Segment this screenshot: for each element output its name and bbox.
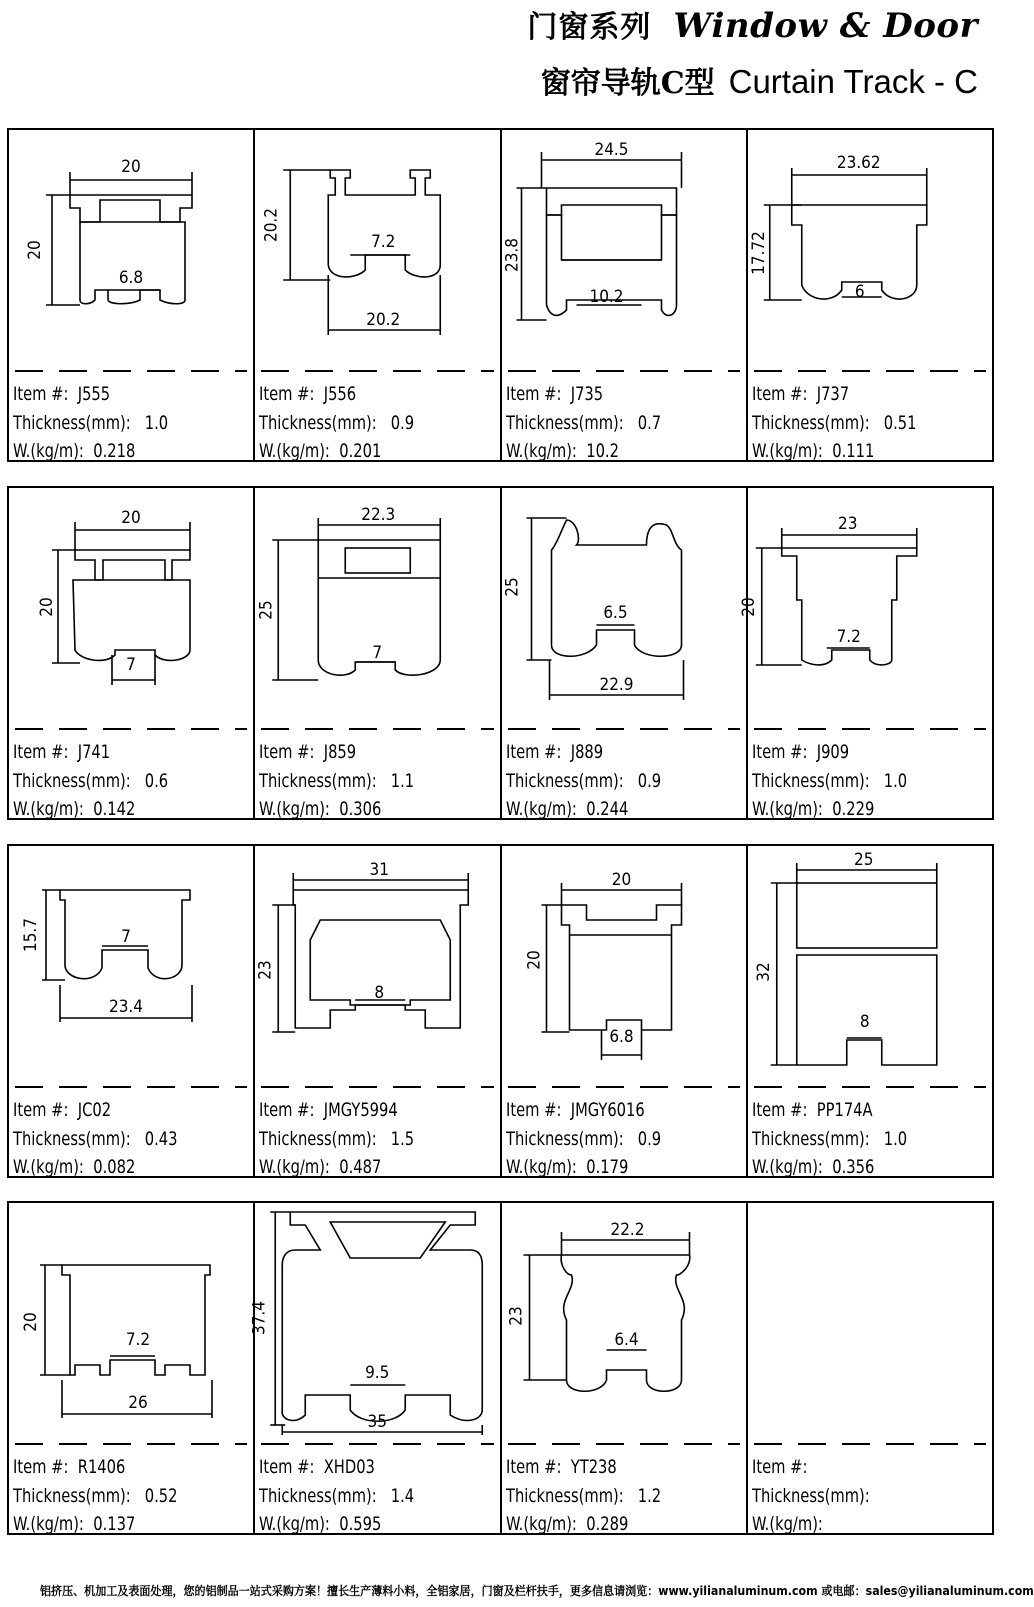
dimension-label: 20 [21, 1312, 41, 1332]
product-title-cn: 窗帘导轨C型 [540, 66, 715, 101]
separator-line [15, 370, 247, 372]
product-card [253, 130, 499, 460]
profile-drawing [748, 846, 994, 1086]
thickness-value: 0.9 [637, 1127, 661, 1150]
weight-row [13, 1153, 177, 1182]
separator-line [261, 728, 493, 730]
item-label: Item #: [505, 383, 561, 405]
profile-shape [523, 1232, 689, 1391]
dimension-label: 23.4 [108, 997, 144, 1017]
thickness-label: Thickness(mm): [259, 411, 377, 434]
thickness-label: Thickness(mm): [751, 411, 870, 434]
product-title-en: Curtain Track - C [728, 63, 978, 100]
separator-line [508, 370, 740, 372]
product-card [746, 1203, 992, 1533]
item-row [259, 738, 414, 767]
weight-label: W.(kg/m): [259, 798, 331, 820]
catalog-row [7, 128, 994, 462]
thickness-row [506, 1125, 661, 1154]
dimension-label: 20.2 [261, 207, 282, 243]
thickness-row [13, 409, 168, 438]
product-info [13, 738, 168, 824]
weight-label: W.(kg/m): [13, 798, 84, 820]
profile-shape [273, 518, 441, 680]
separator-line [754, 1443, 986, 1445]
item-number: YT238 [570, 1456, 617, 1478]
weight-value: 0.082 [93, 1156, 136, 1178]
product-card [746, 846, 992, 1176]
item-label: Item #: [505, 1456, 561, 1478]
product-title [541, 58, 978, 102]
thickness-row [752, 1125, 907, 1154]
dimension-label: 17.72 [748, 231, 769, 275]
dimension-label: 6 [854, 282, 865, 302]
item-label: Item #: [751, 741, 808, 763]
thickness-label: Thickness(mm): [259, 1127, 377, 1150]
item-number: XHD03 [323, 1456, 376, 1478]
dimension-label: 23 [506, 1306, 526, 1326]
dimension-label: 20 [524, 950, 544, 970]
profile-shape [284, 170, 441, 335]
item-label: Item #: [13, 1099, 69, 1121]
item-row [506, 1096, 661, 1125]
product-card [9, 846, 253, 1176]
dimension-label: 23 [837, 514, 858, 534]
profile-drawing [249, 1203, 501, 1443]
dimension-label: 9.5 [365, 1363, 390, 1383]
dimension-label: 6.8 [608, 1027, 634, 1047]
profile-drawing [502, 488, 748, 728]
separator-line [754, 370, 986, 372]
thickness-label: Thickness(mm): [259, 1484, 377, 1507]
weight-label: W.(kg/m): [259, 1513, 331, 1535]
weight-value: 0.595 [339, 1513, 382, 1535]
thickness-value: 1.1 [391, 769, 415, 792]
item-row [752, 1453, 884, 1482]
item-number: R1406 [77, 1456, 126, 1478]
profile-drawing [255, 488, 501, 728]
product-info [506, 380, 661, 466]
item-label: Item #: [13, 741, 69, 763]
dimension-label: 6.5 [602, 603, 628, 623]
thickness-value: 1.0 [883, 1127, 907, 1150]
dimension-label: 25 [853, 850, 874, 870]
thickness-value: 1.4 [391, 1484, 415, 1507]
item-number: JC02 [77, 1099, 112, 1121]
thickness-value: 1.2 [637, 1484, 661, 1507]
weight-label: W.(kg/m): [751, 440, 823, 462]
dimension-label: 7.2 [371, 232, 396, 252]
thickness-row [506, 767, 661, 796]
separator-line [15, 1443, 247, 1445]
item-number: JMGY5994 [323, 1099, 398, 1121]
separator-line [508, 1086, 740, 1088]
product-card [746, 130, 992, 460]
product-info [752, 380, 916, 466]
item-label: Item #: [505, 741, 561, 763]
item-number: J737 [816, 383, 849, 405]
weight-row [259, 1510, 414, 1539]
weight-row [259, 437, 414, 466]
dimension-label: 25 [502, 577, 522, 597]
weight-value: 0.244 [585, 798, 628, 820]
thickness-label: Thickness(mm): [751, 1127, 870, 1150]
weight-label: W.(kg/m): [751, 798, 823, 820]
product-card [500, 130, 746, 460]
weight-value: 0.218 [93, 440, 136, 462]
item-row [506, 738, 661, 767]
thickness-label: Thickness(mm): [259, 769, 377, 792]
thickness-label: Thickness(mm): [751, 1484, 870, 1507]
product-info [752, 738, 907, 824]
separator-line [261, 370, 493, 372]
thickness-value: 0.7 [637, 411, 661, 434]
item-label: Item #: [13, 383, 69, 405]
profile-drawing [748, 1203, 994, 1443]
item-label: Item #: [751, 383, 808, 405]
item-row [752, 738, 907, 767]
weight-value: 0.137 [93, 1513, 136, 1535]
weight-label: W.(kg/m): [751, 1513, 823, 1535]
profile-drawing [502, 846, 748, 1086]
series-title-cn: 门窗系列 [527, 10, 652, 45]
dimension-label: 20 [37, 597, 57, 617]
product-card [500, 846, 746, 1176]
separator-line [508, 1443, 740, 1445]
weight-label: W.(kg/m): [13, 1156, 84, 1178]
weight-value: 0.229 [831, 798, 875, 820]
item-number: J735 [570, 383, 603, 405]
item-number: J555 [77, 383, 111, 405]
weight-row [506, 1153, 661, 1182]
dimension-label: 37.4 [249, 1300, 270, 1336]
product-info [506, 738, 661, 824]
dimension-label: 20 [611, 870, 631, 890]
item-label: Item #: [259, 383, 315, 405]
separator-line [15, 1086, 247, 1088]
dimension-label: 20 [121, 157, 141, 177]
item-label: Item #: [13, 1456, 69, 1478]
catalog-row [7, 486, 994, 820]
profile-drawing [502, 1203, 748, 1443]
weight-value: 0.179 [585, 1156, 628, 1178]
thickness-row [506, 409, 661, 438]
item-row [13, 738, 168, 767]
item-number: J741 [77, 741, 111, 763]
dimension-label: 22.9 [598, 675, 634, 695]
item-number: J556 [323, 383, 357, 405]
item-label: Item #: [751, 1456, 808, 1478]
dimension-label: 6.4 [613, 1330, 639, 1350]
weight-row [752, 437, 916, 466]
profile-drawing [738, 488, 994, 728]
thickness-value: 0.9 [637, 769, 661, 792]
item-row [259, 380, 414, 409]
item-row [752, 380, 916, 409]
profile-drawing [9, 846, 255, 1086]
thickness-row [13, 1125, 177, 1154]
weight-value: 0.356 [831, 1156, 875, 1178]
dimension-label: 22.2 [609, 1220, 645, 1240]
thickness-value: 0.51 [883, 411, 917, 434]
item-number: J889 [570, 741, 603, 763]
weight-value: 0.289 [585, 1513, 628, 1535]
weight-row [506, 437, 661, 466]
thickness-row [259, 1482, 414, 1511]
catalog-row [7, 844, 994, 1178]
product-info [259, 738, 414, 824]
separator-line [261, 1443, 493, 1445]
dimension-label: 24.5 [593, 140, 629, 160]
thickness-value: 1.0 [883, 769, 907, 792]
thickness-label: Thickness(mm): [505, 1127, 624, 1150]
thickness-row [752, 409, 916, 438]
profile-drawing [9, 488, 255, 728]
dimension-label: 15.7 [21, 917, 41, 953]
item-row [752, 1096, 907, 1125]
dimension-label: 20.2 [366, 310, 401, 330]
dimension-label: 35 [367, 1412, 388, 1432]
thickness-row [752, 1482, 884, 1511]
item-row [506, 380, 661, 409]
product-info [13, 380, 168, 466]
weight-row [13, 795, 168, 824]
separator-line [508, 728, 740, 730]
profile-drawing [9, 1203, 255, 1443]
thickness-label: Thickness(mm): [505, 1484, 624, 1507]
dimension-label: 23 [255, 960, 276, 980]
thickness-label: Thickness(mm): [13, 769, 131, 792]
profile-drawing [255, 130, 501, 370]
weight-label: W.(kg/m): [505, 1156, 577, 1178]
separator-line [15, 728, 247, 730]
dimension-label: 32 [753, 962, 774, 982]
dimension-label: 7 [126, 655, 136, 675]
product-card [253, 846, 499, 1176]
item-number: PP174A [816, 1099, 873, 1121]
dimension-label: 8 [374, 983, 385, 1003]
dimension-label: 10.2 [588, 287, 624, 307]
weight-label: W.(kg/m): [13, 440, 84, 462]
thickness-row [259, 409, 414, 438]
item-row [13, 1096, 177, 1125]
item-number: JMGY6016 [570, 1099, 645, 1121]
weight-row [506, 795, 661, 824]
thickness-label: Thickness(mm): [13, 411, 131, 434]
thickness-label: Thickness(mm): [13, 1484, 131, 1507]
item-label: Item #: [751, 1099, 808, 1121]
separator-line [754, 728, 986, 730]
profile-shape [271, 1212, 483, 1435]
thickness-row [13, 1482, 177, 1511]
profile-drawing [255, 846, 501, 1086]
dimension-label: 6.8 [118, 268, 144, 288]
profile-drawing [502, 130, 748, 370]
profile-shape [273, 873, 469, 1032]
thickness-label: Thickness(mm): [505, 769, 624, 792]
weight-label: W.(kg/m): [505, 798, 577, 820]
product-info [506, 1096, 661, 1182]
weight-label: W.(kg/m): [505, 440, 577, 462]
product-info [752, 1096, 907, 1182]
thickness-value: 0.52 [144, 1484, 178, 1507]
weight-row [506, 1510, 661, 1539]
catalog-row [7, 1201, 994, 1535]
product-info [13, 1453, 177, 1539]
thickness-label: Thickness(mm): [505, 411, 624, 434]
profile-shape [764, 168, 927, 300]
thickness-value: 0.6 [144, 769, 169, 792]
weight-label: W.(kg/m): [259, 1156, 331, 1178]
item-row [13, 1453, 177, 1482]
item-label: Item #: [259, 741, 315, 763]
weight-label: W.(kg/m): [505, 1513, 577, 1535]
product-card [9, 488, 253, 818]
weight-row [752, 795, 907, 824]
product-card [9, 130, 253, 460]
product-info [259, 380, 414, 466]
weight-row [259, 1153, 414, 1182]
dimension-label: 25 [256, 600, 277, 620]
dimension-label: 7.2 [836, 627, 861, 647]
thickness-label: Thickness(mm): [13, 1127, 131, 1150]
separator-line [261, 1086, 493, 1088]
product-card [738, 488, 992, 820]
weight-value: 0.306 [339, 798, 382, 820]
dimension-label: 22.3 [361, 505, 396, 525]
dimension-label: 23.62 [836, 153, 881, 173]
profile-drawing [748, 130, 994, 370]
product-info [259, 1096, 414, 1182]
series-title-en: Window & Door [673, 6, 978, 46]
dimension-label: 20 [121, 508, 141, 528]
weight-row [13, 437, 168, 466]
item-row [13, 380, 168, 409]
dimension-label: 31 [369, 860, 390, 880]
product-card [253, 488, 499, 818]
thickness-row [259, 767, 414, 796]
weight-value: 0.201 [339, 440, 382, 462]
footer-contact: 铝挤压、机加工及表面处理，您的铝制品一站式采购方案！擅长生产薄料小料，全铝家居，门窗及栏杆扶手，更多信息请浏览：www.yilianaluminum.com 或电邮：sales@yilianaluminum.com [40, 1584, 1034, 1598]
weight-label: W.(kg/m): [259, 440, 331, 462]
weight-value: 10.2 [585, 440, 619, 462]
product-card [500, 488, 746, 818]
product-info [259, 1453, 414, 1539]
weight-value: 0.111 [831, 440, 875, 462]
profile-shape [771, 863, 937, 1065]
separator-line [754, 1086, 986, 1088]
dimension-label: 7 [372, 643, 383, 663]
product-card [249, 1203, 499, 1535]
weight-row [13, 1510, 177, 1539]
thickness-label: Thickness(mm): [751, 769, 870, 792]
item-row [259, 1096, 414, 1125]
product-card [500, 1203, 746, 1533]
dimension-label: 7.2 [125, 1330, 151, 1350]
product-card [9, 1203, 253, 1533]
weight-row [259, 795, 414, 824]
product-info [506, 1453, 661, 1539]
weight-value: 0.487 [339, 1156, 382, 1178]
profile-drawing [9, 130, 255, 370]
dimension-label: 7 [121, 927, 131, 947]
thickness-row [506, 1482, 661, 1511]
thickness-row [259, 1125, 414, 1154]
thickness-value: 0.43 [144, 1127, 178, 1150]
thickness-value: 0.9 [391, 411, 415, 434]
dimension-label: 23.8 [502, 237, 522, 273]
dimension-label: 20 [25, 240, 45, 260]
item-number: J909 [816, 741, 849, 763]
thickness-value: 1.5 [391, 1127, 415, 1150]
item-label: Item #: [259, 1099, 315, 1121]
dimension-label: 26 [128, 1393, 148, 1413]
weight-label: W.(kg/m): [13, 1513, 84, 1535]
dimension-label: 8 [859, 1012, 870, 1032]
item-number: J859 [323, 741, 357, 763]
dimension-label: 20 [738, 597, 759, 617]
product-info [13, 1096, 177, 1182]
thickness-row [13, 767, 168, 796]
item-row [506, 1453, 661, 1482]
item-row [259, 1453, 414, 1482]
weight-row [752, 1153, 907, 1182]
item-label: Item #: [259, 1456, 315, 1478]
weight-value: 0.142 [93, 798, 136, 820]
thickness-row [752, 767, 907, 796]
item-label: Item #: [505, 1099, 561, 1121]
weight-row [752, 1510, 884, 1539]
weight-label: W.(kg/m): [751, 1156, 823, 1178]
series-title [527, 2, 978, 46]
profile-shape [52, 522, 190, 685]
thickness-value: 1.0 [144, 411, 169, 434]
product-info [752, 1453, 884, 1539]
